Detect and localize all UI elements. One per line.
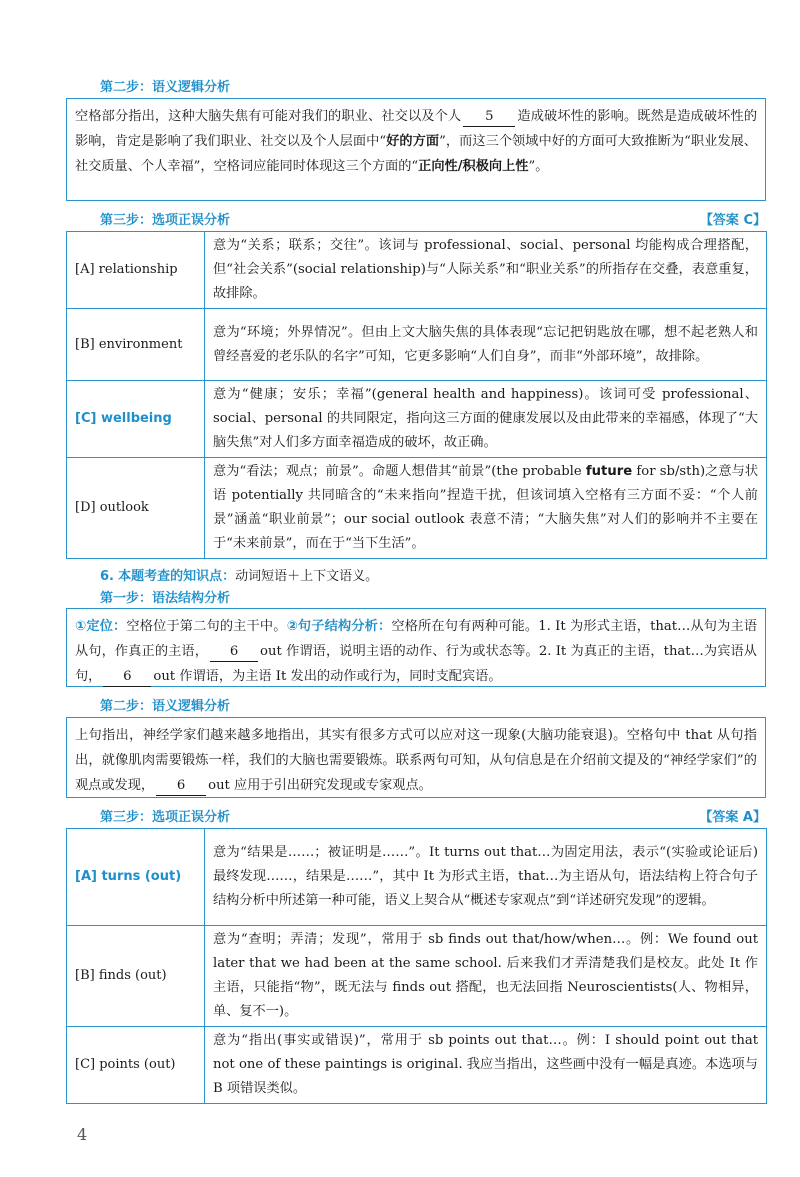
q6-option-label-a: [A] turns (out) (67, 829, 205, 926)
q5-option-label-d: [D] outlook (67, 458, 205, 559)
q5-option-row-c (67, 381, 767, 458)
q5-option-row-d (67, 458, 767, 559)
q6-option-label-b: [B] finds (out) (67, 926, 205, 1027)
q5-step2-text-3: ”，而这三个领域中好的方面可大致推断为“职业发展、社交质量、个人幸福”，空格词应能同时体现这三个方面的“ (75, 134, 757, 174)
q6-option-text-b: 意为“查明；弄清；发现”，常用于 sb finds out that/how/when…。例：We found out later that we had been at the same school. 后来我们才弄清楚我们是校友。此处 It 作主语，只能指“物”，既无法与 finds out 搭配，也无法回指 Neuroscientists(人、物相异，单、复不一)。 (205, 926, 767, 1027)
q5-option-text-b: 意为“环境；外界情况”。但由上文大脑失焦的具体表现“忘记把钥匙放在哪，想不起老熟人和曾经喜爱的老乐队的名字”可知，它更多影响“人们自身”，而非“外部环境”，故排除。 (205, 309, 767, 381)
q6-option-label-c: [C] points (out) (67, 1027, 205, 1104)
q5-option-label-c: [C] wellbeing (67, 381, 205, 458)
q5-option-label-a: [A] relationship (67, 232, 205, 309)
q5-answer: 【答案 C】 (699, 213, 766, 228)
q6-step1-box: ①定位：空格位于第二句的主干中。②句子结构分析：空格所在句有两种可能。1. It 为形式主语，that…从句为主语从句，作真正的主语， 6 out 作谓语，说明主语的动作、行为或状态等。2. It 为真正的主语，that…为宾语从句， 6 out 作谓语，为主语 It 发出的动作或行为，同时支配宾语。 (66, 608, 766, 687)
q6-step3-title: 第三步：选项正误分析 (100, 810, 231, 825)
q6-option-text-a: 意为“结果是……；被证明是……”。It turns out that…为固定用法，表示“(实验或论证后)最终发现……，结果是……”，其中 It 为形式主语，that…为主语从句，语法结构上符合句子结构分析中所述第一种可能，语义上契合从“概述专家观点”到“详述研究发现”的逻辑。 (205, 829, 767, 926)
q6-heading: 6. 本题考查的知识点：动词短语＋上下文语义。 (100, 569, 379, 584)
q5-blank: 5 (463, 108, 515, 127)
q5-step2-title: 第二步：语义逻辑分析 (100, 80, 231, 95)
q5-step2-text-4: ”。 (528, 159, 549, 174)
q5-step3-title: 第三步：选项正误分析 (100, 213, 231, 228)
q6-option-row-a (67, 829, 767, 926)
q5-step2-bold-2: 正向性/积极向上性 (418, 159, 529, 174)
q5-step2-bold-1: 好的方面 (386, 134, 440, 149)
q6-blank-1: 6 (210, 643, 258, 662)
q5-step2-text-1: 空格部分指出，这种大脑失焦有可能对我们的职业、社交以及个人 (75, 109, 462, 124)
q6-step2-title: 第二步：语义逻辑分析 (100, 699, 231, 714)
q5-option-text-a: 意为“关系；联系；交往”。该词与 professional、social、personal 均能构成合理搭配，但“社会关系”(social relationship)与“人际关系”和“职业关系”的所指存在交叠，表意重复，故排除。 (205, 232, 767, 309)
q5-option-text-c: 意为“健康；安乐；幸福”(general health and happiness)。该词可受 professional、social、personal 的共同限定，指向这三方面的健康发展以及由此带来的幸福感，体现了“大脑失焦”对人们多方面幸福造成的破坏，故正确。 (205, 381, 767, 458)
q5-option-text-d: 意为“看法；观点；前景”。命题人想借其“前景”(the probable future for sb/sth)之意与状语 potentially 共同暗含的“未来指向”捏造干扰，但该词填入空格有三方面不妥：“个人前景”涵盖“职业前景”；our social outlook 表意不清；“大脑失焦”对人们的影响并不主要在于“未来前景”，而在于“当下生活”。 (205, 458, 767, 559)
q6-options-table (66, 828, 767, 1104)
q5-option-row-b (67, 309, 767, 381)
q6-option-row-b (67, 926, 767, 1027)
q5-step2-box (66, 98, 766, 201)
q5-step2-text-2: 造成破坏性的影响。既然是造成破坏性的影响，肯定是影响了我们职业、社交以及个人层面中“ (75, 109, 758, 149)
q6-step1-title: 第一步：语法结构分析 (100, 591, 231, 606)
q5-option-row-a (67, 232, 767, 309)
q6-option-row-c (67, 1027, 767, 1104)
q5-option-label-b: [B] environment (67, 309, 205, 381)
q6-step2-box: 上句指出，神经学家们越来越多地指出，其实有很多方式可以应对这一现象(大脑功能衰退)。空格句中 that 从句指出，就像肌肉需要锻炼一样，我们的大脑也需要锻炼。联系两句可知，从句信息是在介绍前文提及的“神经学家们”的观点或发现， 6 out 应用于引出研究发现或专家观点。 (66, 717, 766, 798)
q6-blank-3: 6 (156, 777, 206, 796)
page-number: 4 (77, 1125, 88, 1144)
q6-blank-2: 6 (103, 668, 151, 687)
q6-option-text-c: 意为“指出(事实或错误)”，常用于 sb points out that…。例：I should point out that not one of these paintings is original. 我应当指出，这些画中没有一幅是真迹。本选项与 B 项错误类似。 (205, 1027, 767, 1104)
q6-answer: 【答案 A】 (699, 810, 766, 825)
q5-options-table (66, 231, 767, 559)
